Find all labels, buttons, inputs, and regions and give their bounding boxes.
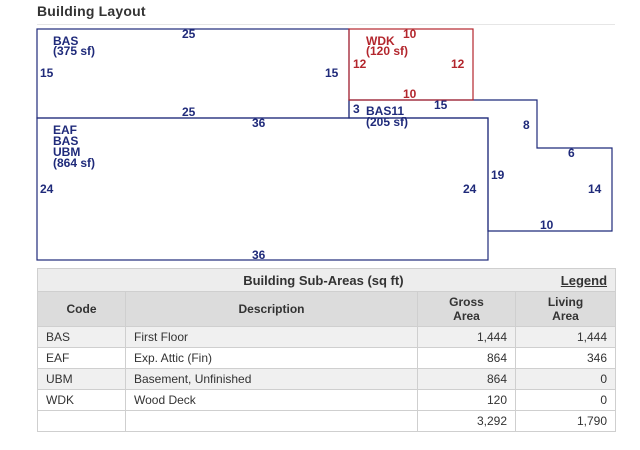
- header-description: Description: [126, 292, 418, 327]
- table-caption-row: [38, 269, 616, 292]
- total-living: 1,790: [516, 411, 616, 432]
- eaf-area-code-2: BAS: [53, 134, 79, 148]
- dim-wdk-right: 12: [451, 57, 465, 71]
- row-gross: 864: [418, 369, 516, 390]
- dim-bas-top: 25: [182, 27, 196, 41]
- dim-bas-left: 15: [40, 66, 54, 80]
- dim-bas-bottom: 25: [182, 105, 196, 119]
- section-title: Building Layout: [37, 3, 146, 19]
- dim-bas11-notch-h: 6: [568, 146, 575, 160]
- row-code: EAF: [38, 348, 126, 369]
- header-code: Code: [38, 292, 126, 327]
- eaf-area-size: (864 sf): [53, 156, 96, 170]
- table-row: [38, 348, 616, 369]
- totals-code-blank: [38, 411, 126, 432]
- dim-bas11-left: 19: [491, 168, 505, 182]
- dim-bas11-notch-v: 8: [523, 118, 530, 132]
- eaf-outline: [37, 118, 488, 260]
- dim-bas11-top: 15: [434, 98, 448, 112]
- sub-areas-table: [37, 268, 616, 432]
- dim-bas-right: 15: [325, 66, 339, 80]
- row-description: Basement, Unfinished: [126, 369, 418, 390]
- dim-wdk-bottom: 10: [403, 87, 417, 101]
- header-gross-area: Gross Area: [418, 292, 516, 327]
- wdk-area-size: (120 sf): [366, 44, 409, 58]
- eaf-area-code: EAF: [53, 123, 77, 137]
- dim-bas11-bottom: 10: [540, 218, 554, 232]
- legend-link[interactable]: Legend: [560, 272, 608, 288]
- dim-eaf-left: 24: [40, 182, 54, 196]
- totals-description-blank: [126, 411, 418, 432]
- row-living: 1,444: [516, 327, 616, 348]
- row-description: First Floor: [126, 327, 418, 348]
- table-row: [38, 369, 616, 390]
- eaf-area-code-3: UBM: [53, 145, 81, 159]
- dim-bas11-step: 3: [353, 102, 360, 116]
- bas-area-code: BAS: [53, 34, 79, 48]
- row-living: 0: [516, 390, 616, 411]
- bas11-area-code: BAS11: [366, 104, 405, 118]
- row-description: Exp. Attic (Fin): [126, 348, 418, 369]
- dim-eaf-bottom: 36: [252, 248, 266, 262]
- row-gross: 120: [418, 390, 516, 411]
- header-living-area: Living Area: [516, 292, 616, 327]
- total-gross: 3,292: [418, 411, 516, 432]
- table-caption: Building Sub-Areas (sq ft): [243, 272, 404, 288]
- totals-row: [38, 411, 616, 432]
- dim-wdk-left: 12: [353, 57, 367, 71]
- row-code: UBM: [38, 369, 126, 390]
- row-gross: 1,444: [418, 327, 516, 348]
- wdk-area-code: WDK: [366, 34, 395, 48]
- row-code: BAS: [38, 327, 126, 348]
- table-row: [38, 327, 616, 348]
- row-living: 346: [516, 348, 616, 369]
- table-header-row: [38, 292, 616, 327]
- row-living: 0: [516, 369, 616, 390]
- row-gross: 864: [418, 348, 516, 369]
- dim-wdk-top: 10: [403, 27, 417, 41]
- row-description: Wood Deck: [126, 390, 418, 411]
- dim-eaf-top: 36: [252, 116, 266, 130]
- dim-eaf-right: 24: [463, 182, 477, 196]
- bas11-area-size: (205 sf): [366, 115, 409, 129]
- bas-area-size: (375 sf): [53, 44, 96, 58]
- table-body: [38, 327, 616, 432]
- row-code: WDK: [38, 390, 126, 411]
- dim-bas11-right: 14: [588, 182, 602, 196]
- table-row: [38, 390, 616, 411]
